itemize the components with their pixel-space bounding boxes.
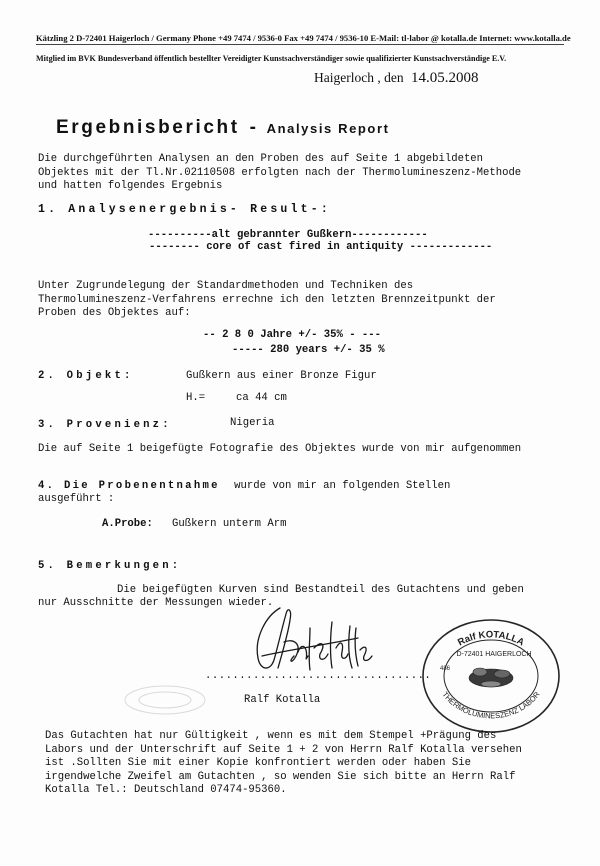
stamp-number: 486	[440, 666, 451, 672]
intro-line: Die durchgeführten Analysen an den Proben des auf Seite 1 abgebildeten	[38, 153, 484, 165]
validity-line: Labors und der Unterschrift auf Seite 1 + 2 von Herrn Ralf Kotalla versehen	[45, 743, 522, 756]
membership-line: Mitglied im BVK Bundesverband öffentlich bestellter Vereidigter Kunstsachverständiger sowie qualifizierter Kunstsachverständige E.V.	[36, 54, 507, 63]
section4-heading-line	[38, 480, 450, 492]
section4-text-line2: ausgeführt :	[38, 493, 115, 505]
object-description: Gußkern aus einer Bronze Figur	[186, 370, 377, 382]
stamp-address: D-72401 HAIGERLOCH	[456, 651, 532, 658]
result-german: ----------alt gebrannter Gußkern------------	[148, 229, 428, 241]
signatory-name: Ralf Kotalla	[244, 694, 321, 706]
svg-text:THERMOLUMINESZENZ LABOR	[440, 690, 542, 721]
method-line: Proben des Objektes auf:	[38, 307, 191, 320]
probe-label: A.Probe:	[102, 518, 153, 530]
remarks-line: nur Ausschnitte der Messungen wieder.	[38, 597, 274, 609]
method-line: Thermolumineszenz-Verfahrens errechne ich den letzten Brennzeitpunkt der	[38, 293, 496, 306]
report-title	[56, 117, 390, 139]
place-prefix: Haigerloch , den	[314, 70, 404, 85]
section4-text: wurde von mir an folgenden Stellen	[234, 480, 451, 492]
probe-value: Gußkern unterm Arm	[172, 518, 287, 530]
title-dash: -	[249, 117, 259, 138]
height-label: H.=	[186, 392, 206, 404]
intro-line: Objektes mit der Tl.Nr.02110508 erfolgten nach der Thermolumineszenz-Methode	[38, 166, 522, 179]
photo-note: Die auf Seite 1 beigefügte Fotografie des Objektes wurde von mir aufgenommen	[38, 443, 522, 455]
provenance-value: Nigeria	[230, 417, 275, 429]
validity-line: Kotalla Tel.: Deutschland 07474-95360.	[45, 784, 287, 797]
validity-paragraph	[45, 730, 522, 798]
section2-heading: 2. Objekt:	[38, 370, 134, 382]
result-english: -------- core of cast fired in antiquity -------------	[149, 241, 493, 253]
stamp-lab: THERMOLUMINESZENZ LABOR	[440, 689, 542, 721]
signature-dots: .................................	[205, 670, 432, 682]
section3-heading: 3. Provenienz:	[38, 419, 172, 431]
laboratory-stamp	[418, 614, 564, 734]
validity-line: irgendwelche Zweifel am Gutachten , so wenden Sie sich bitte an Herrn Ralf	[45, 770, 516, 783]
validity-line: Das Gutachten hat nur Gültigkeit , wenn es mit dem Stempel +Prägung des	[45, 730, 497, 742]
method-line: Unter Zugrundelegung der Standardmethoden und Techniken des	[38, 280, 414, 292]
remarks-line: Die beigefügten Kurven sind Bestandteil des Gutachtens und geben	[117, 584, 524, 596]
intro-paragraph	[38, 153, 521, 194]
title-main: Ergebnisbericht	[56, 117, 240, 138]
intro-line: und hatten folgendes Ergebnis	[38, 180, 223, 193]
method-paragraph	[38, 280, 496, 321]
letterhead-divider	[36, 44, 564, 45]
letterhead-address: Kätzling 2 D-72401 Haigerloch / Germany Phone +49 7474 / 9536-0 Fax +49 7474 / 9536-10 E-Mail: tl-labor @ kotalla.de Internet: www.kotalla.de	[36, 33, 571, 43]
section5-heading: 5. Bemerkungen:	[38, 560, 182, 572]
validity-line: ist .Sollten Sie mit einer Kopie konfrontiert werden oder haben Sie	[45, 757, 471, 770]
age-english: ----- 280 years +/- 35 %	[232, 344, 385, 356]
age-german: -- 2 8 0 Jahre +/- 35% - ---	[203, 329, 382, 341]
section4-heading: 4. Die Probenentnahme	[38, 480, 220, 492]
report-date: 14.05.2008	[410, 70, 479, 86]
embossing-mark	[120, 680, 210, 720]
place-date-line	[314, 70, 478, 87]
title-sub: Analysis Report	[266, 121, 390, 136]
section1-heading: 1. Analysenergebnis- Result-:	[38, 203, 331, 216]
stamp-name: Ralf KOTALLA	[456, 629, 526, 649]
stamp-emblem	[469, 668, 513, 687]
height-value: ca 44 cm	[236, 392, 287, 404]
